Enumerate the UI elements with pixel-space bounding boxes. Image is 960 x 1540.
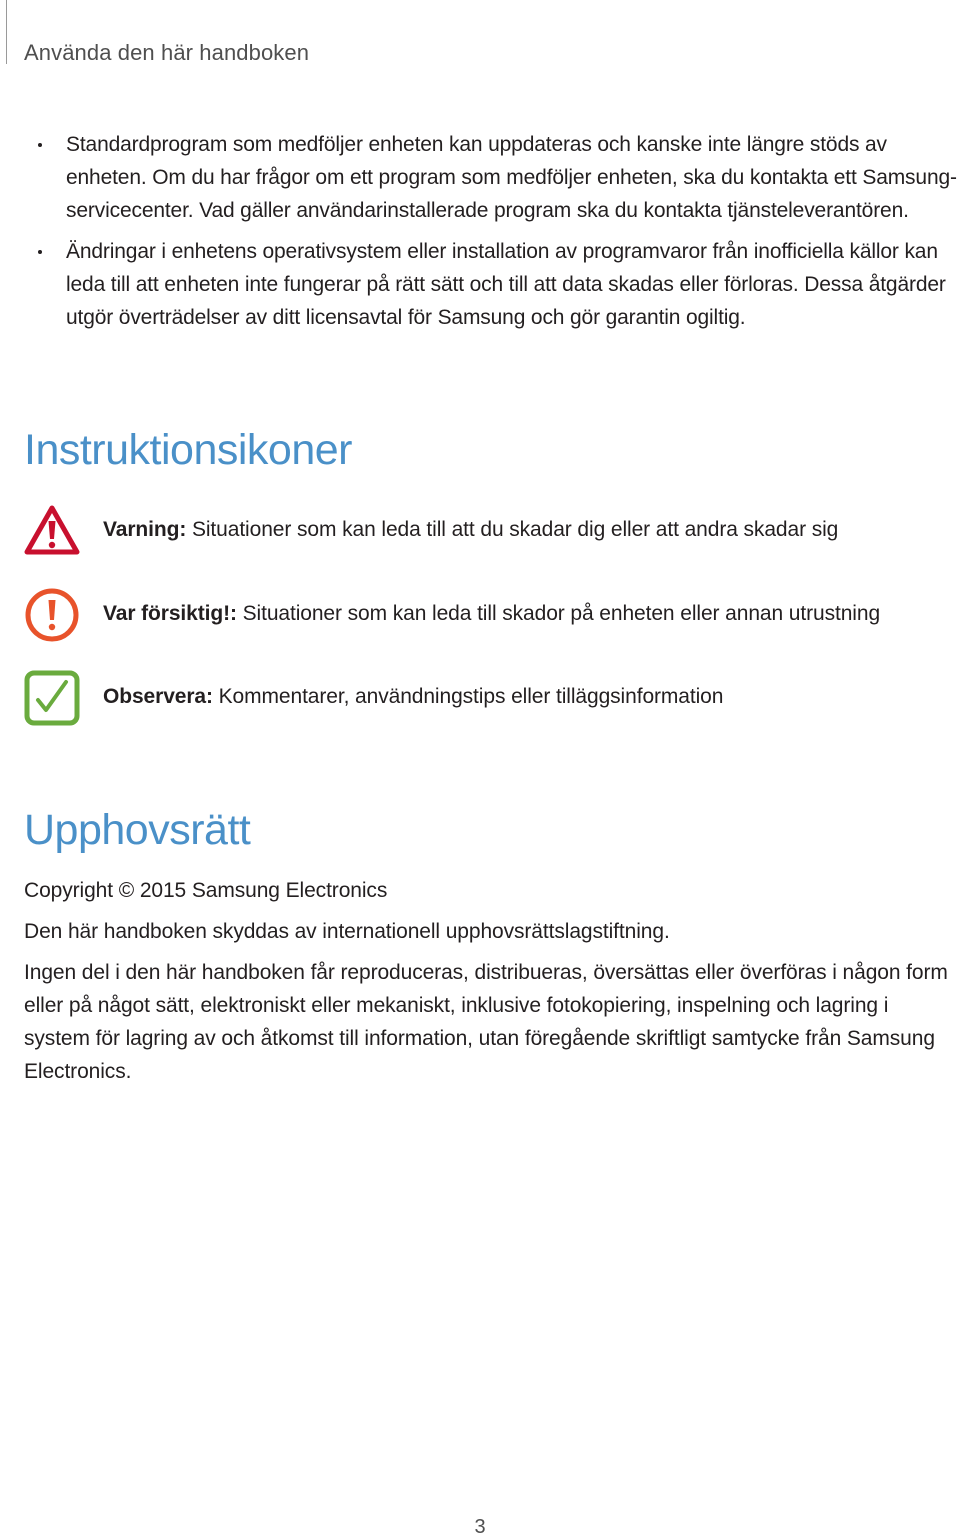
copyright-notice: Copyright © 2015 Samsung Electronics: [24, 879, 388, 902]
caution-exclamation-icon: [24, 587, 80, 643]
notice-caution: [24, 587, 954, 643]
notice-label: Observera:: [103, 685, 213, 708]
copyright-protection: Den här handboken skyddas av internationell upphovsrättslagstiftning.: [24, 920, 670, 943]
bullet-icon: [38, 250, 42, 254]
copyright-restriction: Ingen del i den här handboken får reproduceras, distribueras, översättas eller överföras i någon form eller på något sätt, elektroniskt eller mekaniskt, inklusive fotokopiering, inspelning och lagring i system för lagring av och åtkomst till information, utan föregående skriftligt samtycke från Samsung Electronics.: [24, 961, 948, 1083]
notice-label: Varning:: [103, 518, 187, 541]
list-item: [24, 235, 960, 334]
notice-label: Var försiktig!:: [103, 602, 237, 625]
page-margin-rule: [6, 0, 7, 64]
notice-description: Situationer som kan leda till att du skadar dig eller att andra skadar sig: [186, 518, 839, 541]
bullet-text: Standardprogram som medföljer enheten kan uppdateras och kanske inte längre stöds av enheten. Om du har frågor om ett program som medföljer enheten, ska du kontakta ett Samsung-servicecenter. Vad gäller användarinstallerade program ska du kontakta tjänsteleverantören.: [66, 133, 957, 222]
notice-warning: [24, 503, 954, 559]
list-item: [24, 128, 960, 227]
page-number: 3: [474, 1516, 486, 1538]
notice-note: [24, 670, 954, 726]
section-heading-instruction-icons: Instruktionsikoner: [24, 426, 352, 474]
bullet-text: Ändringar i enhetens operativsystem eller installation av programvaror från inofficiella källor kan leda till att enheten inte fungerar på rätt sätt och till att data skadas eller förloras. Dessa åtgärder utgör överträdelser av ditt licensavtal för Samsung och gör garantin ogiltig.: [66, 240, 946, 329]
running-header: Använda den här handboken: [24, 40, 310, 65]
copyright-body: [24, 874, 954, 1096]
intro-bullet-list: [24, 128, 960, 342]
section-heading-copyright: Upphovsrätt: [24, 806, 251, 854]
notice-description: Kommentarer, användningstips eller tilläggsinformation: [212, 685, 724, 708]
notice-description: Situationer som kan leda till skador på enheten eller annan utrustning: [236, 602, 881, 625]
bullet-icon: [38, 143, 42, 147]
note-pencil-icon: [24, 670, 80, 726]
warning-triangle-icon: [24, 503, 80, 559]
